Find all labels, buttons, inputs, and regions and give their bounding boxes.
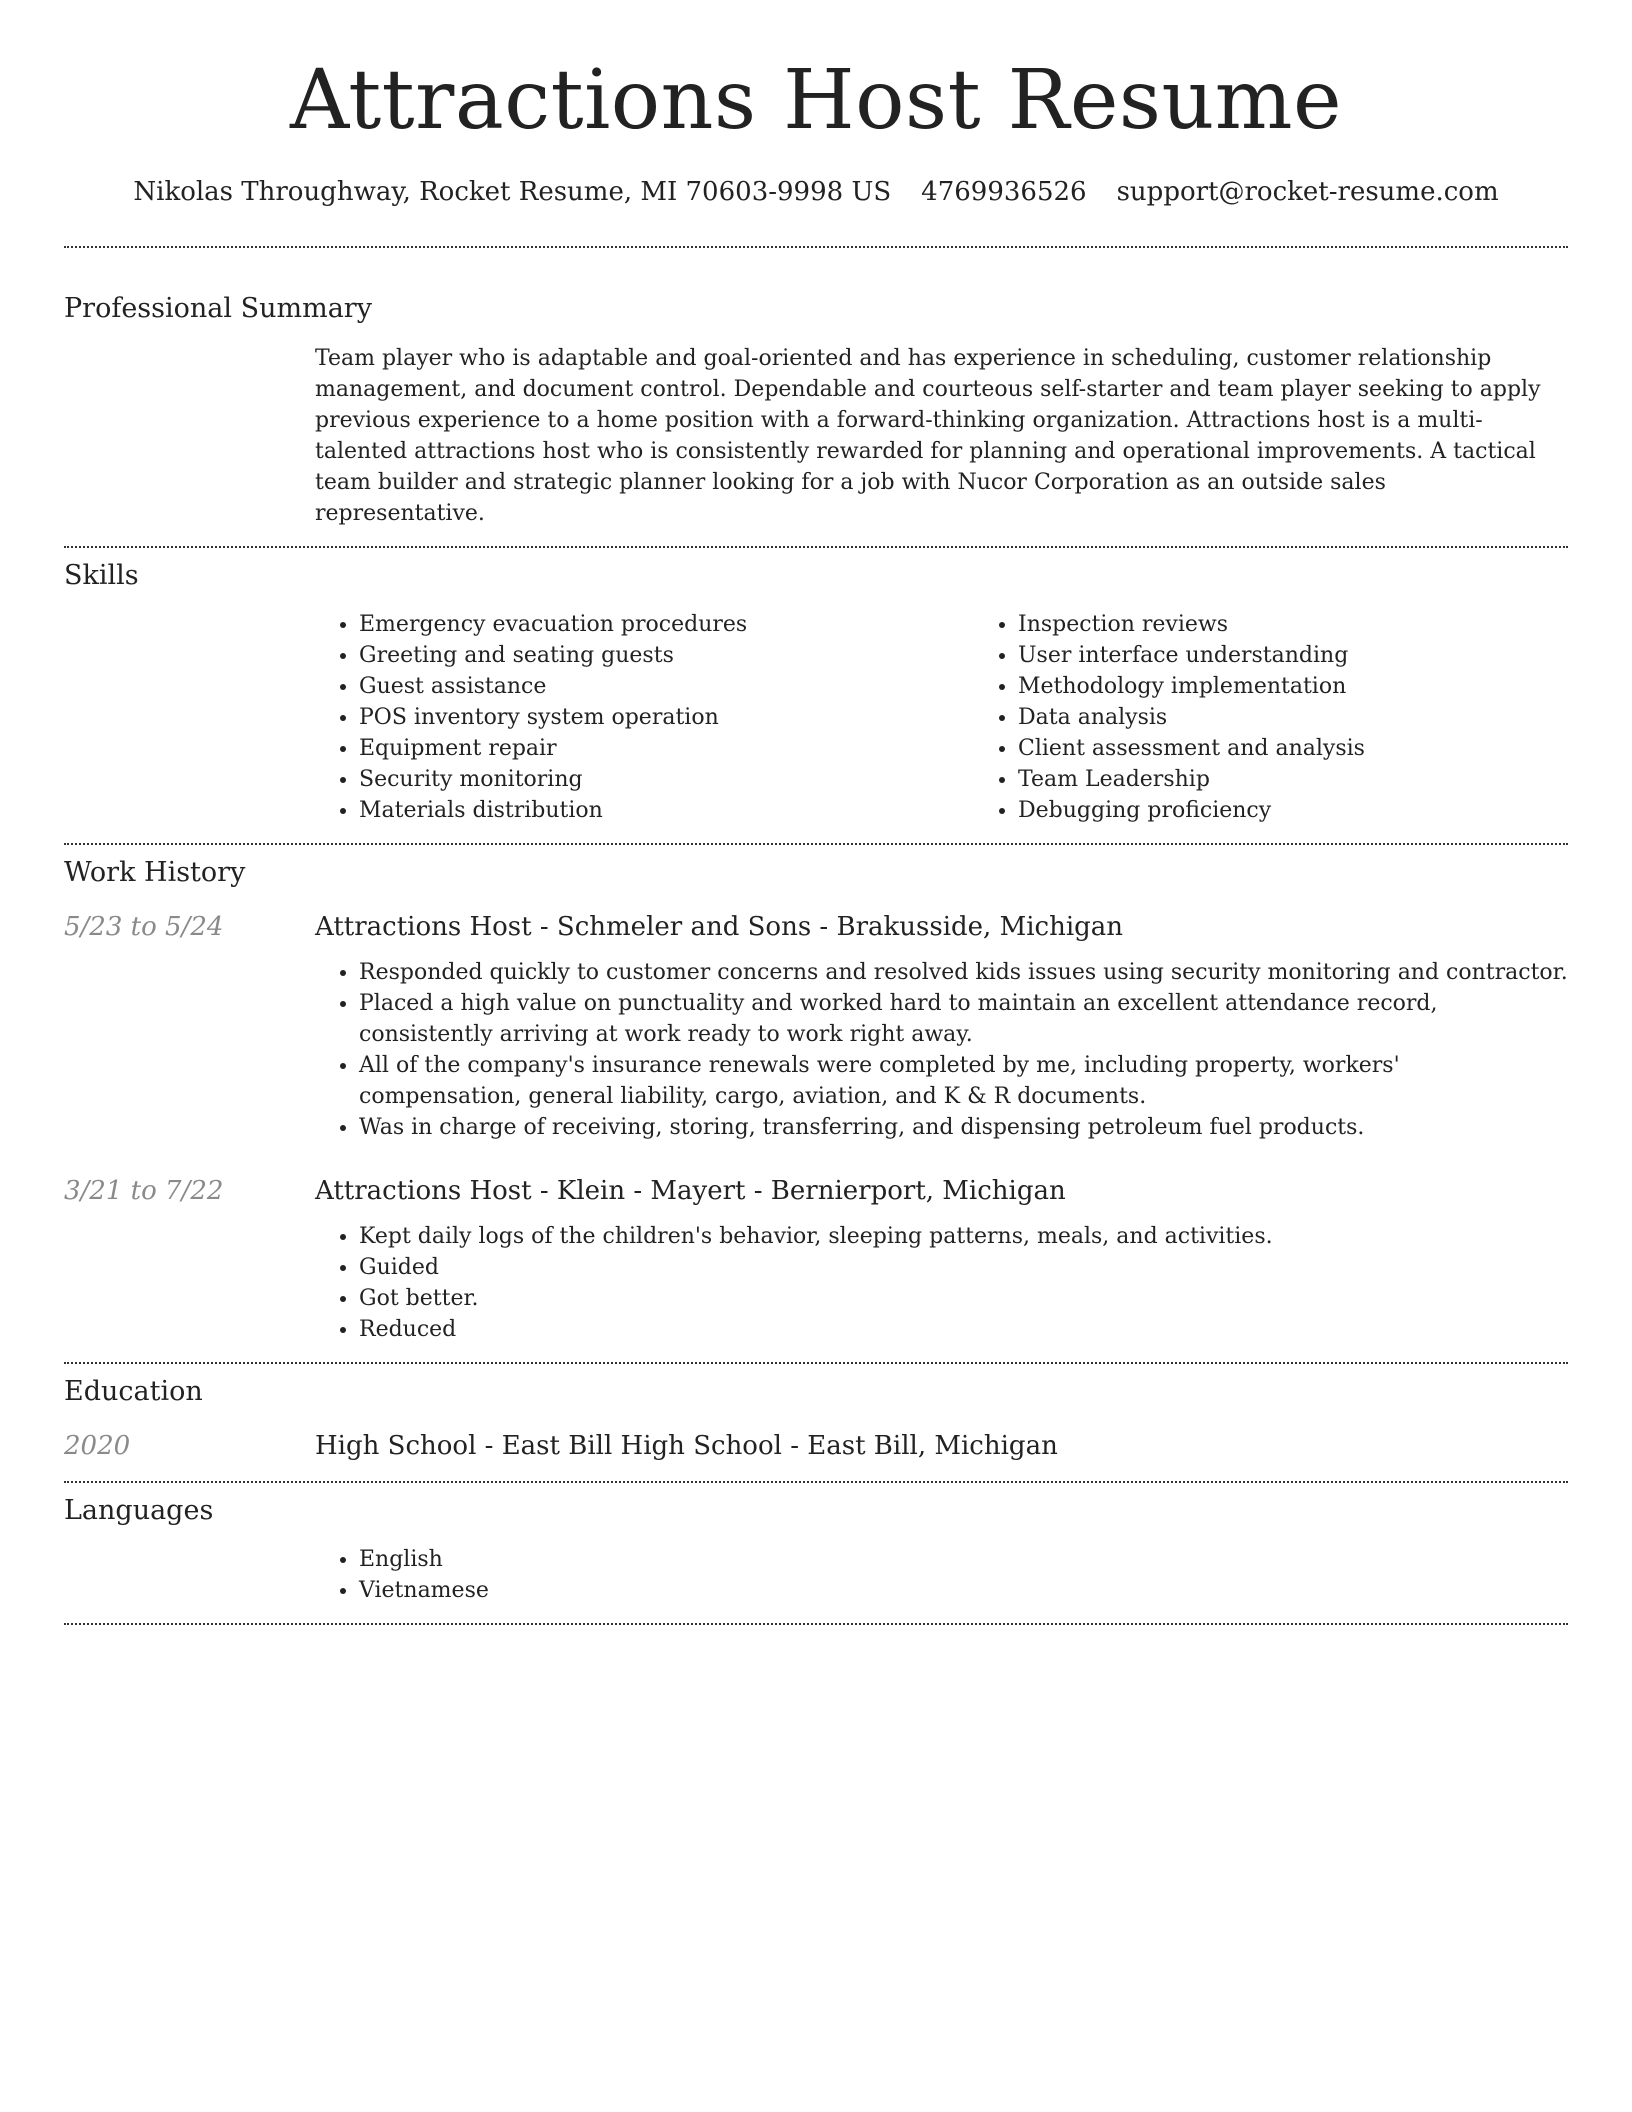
job-bullet: • Responded quickly to customer concerns and resolved kids issues using security monitoring and contractor. (359, 957, 1568, 988)
summary-section (64, 291, 1568, 529)
skills-row (64, 609, 1568, 826)
job-bullet: • Placed a high value on punctuality and worked hard to maintain an excellent attendance record, consistently arriving at work ready to work right away. (359, 988, 1568, 1050)
contact-email: support@rocket-resume.com (1116, 177, 1499, 208)
work-heading: Work History (64, 857, 246, 889)
skills-grid (315, 609, 1632, 826)
job-bullet: • Guided (359, 1252, 1568, 1283)
skill-item: • Security monitoring (359, 764, 974, 795)
summary-text: Team player who is adaptable and goal-oriented and has experience in scheduling, customer relationship management, and document control. Dependable and courteous self-starter and team player seeking to apply previous experience to a home position with a forward-thinking organization. Attractions host is a multi-talented attractions host who is consistently rewarded for planning and operational improvements. A tactical team builder and strategic planner looking for a job with Nucor Corporation as an outside sales representative. (315, 346, 1541, 527)
skills-list-1 (315, 609, 974, 826)
section-divider (64, 1481, 1568, 1483)
work-section (64, 855, 1568, 1345)
summary-body (315, 343, 1568, 529)
skill-item: • Materials distribution (359, 795, 974, 826)
skill-item: • Client assessment and analysis (1018, 733, 1632, 764)
section-divider (64, 246, 1568, 248)
skills-heading: Skills (64, 560, 139, 592)
job-bullet: • Reduced (359, 1314, 1568, 1345)
languages-list (315, 1544, 1568, 1606)
job-bullet: • Was in charge of receiving, storing, transferring, and dispensing petroleum fuel products. (359, 1112, 1568, 1143)
job-bullet: • Kept daily logs of the children's behavior, sleeping patterns, meals, and activities. (359, 1221, 1568, 1252)
job-title: Attractions Host - Schmeler and Sons - Brakusside, Michigan (315, 912, 1124, 943)
skill-item: • Greeting and seating guests (359, 640, 974, 671)
education-title: High School - East Bill High School - East Bill, Michigan (315, 1431, 1058, 1462)
resume-title: Attractions Host Resume (289, 53, 1343, 148)
job-dates: 5/23 to 5/24 (64, 912, 224, 943)
education-body (315, 1430, 1568, 1464)
education-year: 2020 (64, 1431, 131, 1462)
job-bullets (315, 957, 1568, 1143)
skill-item: • Methodology implementation (1018, 671, 1632, 702)
section-divider (64, 1623, 1568, 1625)
skill-item: • POS inventory system operation (359, 702, 974, 733)
skill-item: • Equipment repair (359, 733, 974, 764)
skill-item: • Inspection reviews (1018, 609, 1632, 640)
languages-body (315, 1544, 1568, 1606)
section-divider (64, 546, 1568, 548)
section-divider (64, 843, 1568, 845)
skill-item: • Emergency evacuation procedures (359, 609, 974, 640)
section-divider (64, 1362, 1568, 1364)
job-title: Attractions Host - Klein - Mayert - Bernierport, Michigan (315, 1176, 1066, 1207)
skill-item: • Team Leadership (1018, 764, 1632, 795)
education-entry (64, 1430, 1568, 1464)
job-bullet: • All of the company's insurance renewals were completed by me, including property, workers' compensation, general liability, cargo, aviation, and K & R documents. (359, 1050, 1568, 1112)
job-entry (64, 911, 1568, 1143)
education-section (64, 1374, 1568, 1464)
job-bullets (315, 1221, 1568, 1345)
languages-row (64, 1544, 1568, 1606)
skill-item: • User interface understanding (1018, 640, 1632, 671)
job-entry (64, 1175, 1568, 1345)
contact-line (64, 176, 1568, 210)
skill-item: • Debugging proficiency (1018, 795, 1632, 826)
job-body (315, 911, 1568, 1143)
language-item: • English (359, 1544, 1568, 1575)
skills-list-2 (974, 609, 1632, 826)
skill-item: • Guest assistance (359, 671, 974, 702)
job-body (315, 1175, 1568, 1345)
contact-address: Nikolas Throughway, Rocket Resume, MI 70603-9998 US (133, 177, 892, 208)
contact-phone: 4769936526 (921, 177, 1087, 208)
skill-item: • Data analysis (1018, 702, 1632, 733)
job-dates: 3/21 to 7/22 (64, 1176, 224, 1207)
languages-heading: Languages (64, 1494, 214, 1526)
language-item: • Vietnamese (359, 1575, 1568, 1606)
summary-heading: Professional Summary (64, 293, 372, 325)
summary-row (64, 343, 1568, 529)
skills-section (64, 558, 1568, 826)
education-heading: Education (64, 1376, 203, 1408)
job-bullet: • Got better. (359, 1283, 1568, 1314)
languages-section (64, 1493, 1568, 1606)
